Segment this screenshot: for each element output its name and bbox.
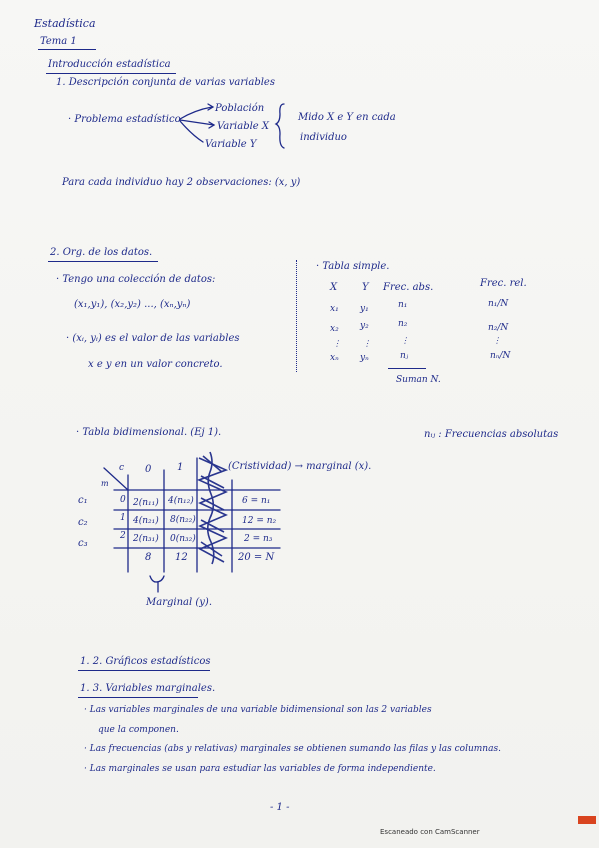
simple-cell: n₂ xyxy=(398,319,408,329)
table-cell: 2(n₃₁) xyxy=(133,534,159,544)
simple-cell: x₁ xyxy=(330,304,339,314)
col-total: 12 xyxy=(175,552,188,563)
intro-point-1: 1. Descripción conjunta de varias variables xyxy=(56,77,275,88)
corner-diagonal xyxy=(104,468,128,490)
data-line-1: · Tengo una colección de datos: xyxy=(56,274,216,285)
simple-header-fabs: Frec. abs. xyxy=(383,282,434,293)
simple-cell: y₂ xyxy=(360,321,369,331)
data-line-2: (x₁,y₁), (x₂,y₂) ..., (xₙ,yₙ) xyxy=(74,299,191,310)
simple-header-x: X xyxy=(330,282,338,293)
data-heading: 2. Org. de los datos. xyxy=(50,247,153,258)
table-cell: 0(n₃₂) xyxy=(170,534,196,544)
bullet-1b: que la componen. xyxy=(98,725,179,735)
branch-variable-y: Variable Y xyxy=(205,139,257,150)
graphs-heading: 1. 2. Gráficos estadísticos xyxy=(80,656,211,667)
page-title: Estadística xyxy=(34,17,96,30)
table-cell: 12 = n₂ xyxy=(242,516,277,526)
table-cell: 4(n₂₁) xyxy=(133,516,159,526)
brace-text-1: Mido X e Y en cada xyxy=(298,112,396,123)
bullet-3: · Las marginales se usan para estudiar las variables de forma independiente. xyxy=(84,764,436,774)
brace-text-2: individuo xyxy=(300,132,347,143)
row-label-c3: c₃ xyxy=(78,538,88,549)
bullet-2: · Las frecuencias (abs y relativas) marginales se obtienen sumando las filas y las columnas. xyxy=(84,744,501,754)
col-header-0: 0 xyxy=(145,464,152,475)
simple-cell: n₂/N xyxy=(488,323,509,333)
row-value: 2 xyxy=(120,531,126,541)
row-label-c2: c₂ xyxy=(78,517,88,528)
data-line-3: · (xᵢ, yᵢ) es el valor de las variables xyxy=(66,333,240,344)
table-cell: 6 = n₁ xyxy=(242,496,271,506)
simple-table-title: · Tabla simple. xyxy=(316,261,390,272)
simple-cell: yₙ xyxy=(360,353,369,363)
topic-label: Tema 1 xyxy=(40,36,77,47)
data-line-4: x e y en un valor concreto. xyxy=(88,359,223,370)
intro-note: Para cada individuo hay 2 observaciones: (x, y) xyxy=(62,177,301,188)
row-label-c1: c₁ xyxy=(78,495,88,506)
simple-cell: nⱼ xyxy=(400,351,409,361)
simple-header-y: Y xyxy=(362,282,369,293)
simple-cell: n₁/N xyxy=(488,299,509,309)
scribble-icon xyxy=(199,452,226,564)
marginal-x-label: (Cristividad) → marginal (x). xyxy=(228,461,372,472)
col-header-1: 1 xyxy=(177,462,184,473)
simple-sum: Suman N. xyxy=(396,375,441,385)
simple-cell: ⋮ xyxy=(401,336,409,345)
simple-cell: nₙ/N xyxy=(490,351,511,361)
problem-label: · Problema estadístico xyxy=(68,114,181,125)
nij-note: nᵢⱼ : Frecuencias absolutas xyxy=(424,429,559,440)
simple-cell: y₁ xyxy=(360,304,369,314)
row-value: 1 xyxy=(120,513,126,523)
marginals-heading: 1. 3. Variables marginales. xyxy=(80,683,216,694)
simple-cell: ⋮ xyxy=(363,339,371,348)
table-cell: 8(n₂₂) xyxy=(170,515,196,525)
table-cell: 4(n₁₂) xyxy=(168,496,194,506)
scanner-watermark: Escaneado con CamScanner xyxy=(380,828,480,836)
simple-header-frel: Frec. rel. xyxy=(480,278,527,289)
bidim-title: · Tabla bidimensional. (Ej 1). xyxy=(76,427,222,438)
bullet-1a: · Las variables marginales de una variable bidimensional son las 2 variables xyxy=(84,705,432,715)
brace-icon xyxy=(276,104,284,148)
simple-cell: x₂ xyxy=(330,324,339,334)
table-cell: 2 = n₃ xyxy=(244,534,273,544)
simple-cell: n₁ xyxy=(398,300,408,310)
col-total: 8 xyxy=(145,552,152,563)
intro-heading: Introducción estadística xyxy=(48,59,171,70)
col-total: 20 = N xyxy=(238,552,275,563)
arrow-to-poblacion xyxy=(180,107,212,119)
marginal-y-label: Marginal (y). xyxy=(146,597,212,608)
simple-cell: ⋮ xyxy=(493,336,501,345)
corner-m: m xyxy=(101,479,109,488)
marginal-y-arrow xyxy=(150,576,164,592)
branch-poblacion: Población xyxy=(215,103,265,114)
row-value: 0 xyxy=(120,495,126,505)
page-number: - 1 - xyxy=(270,802,290,813)
arrow-to-variable-y xyxy=(180,121,203,142)
table-cell: 2(n₁₁) xyxy=(133,498,159,508)
branch-variable-x: Variable X xyxy=(217,121,270,132)
simple-cell: xₙ xyxy=(330,353,339,363)
corner-c: c xyxy=(119,463,125,473)
simple-cell: ⋮ xyxy=(333,339,341,348)
scanner-logo xyxy=(578,816,596,824)
